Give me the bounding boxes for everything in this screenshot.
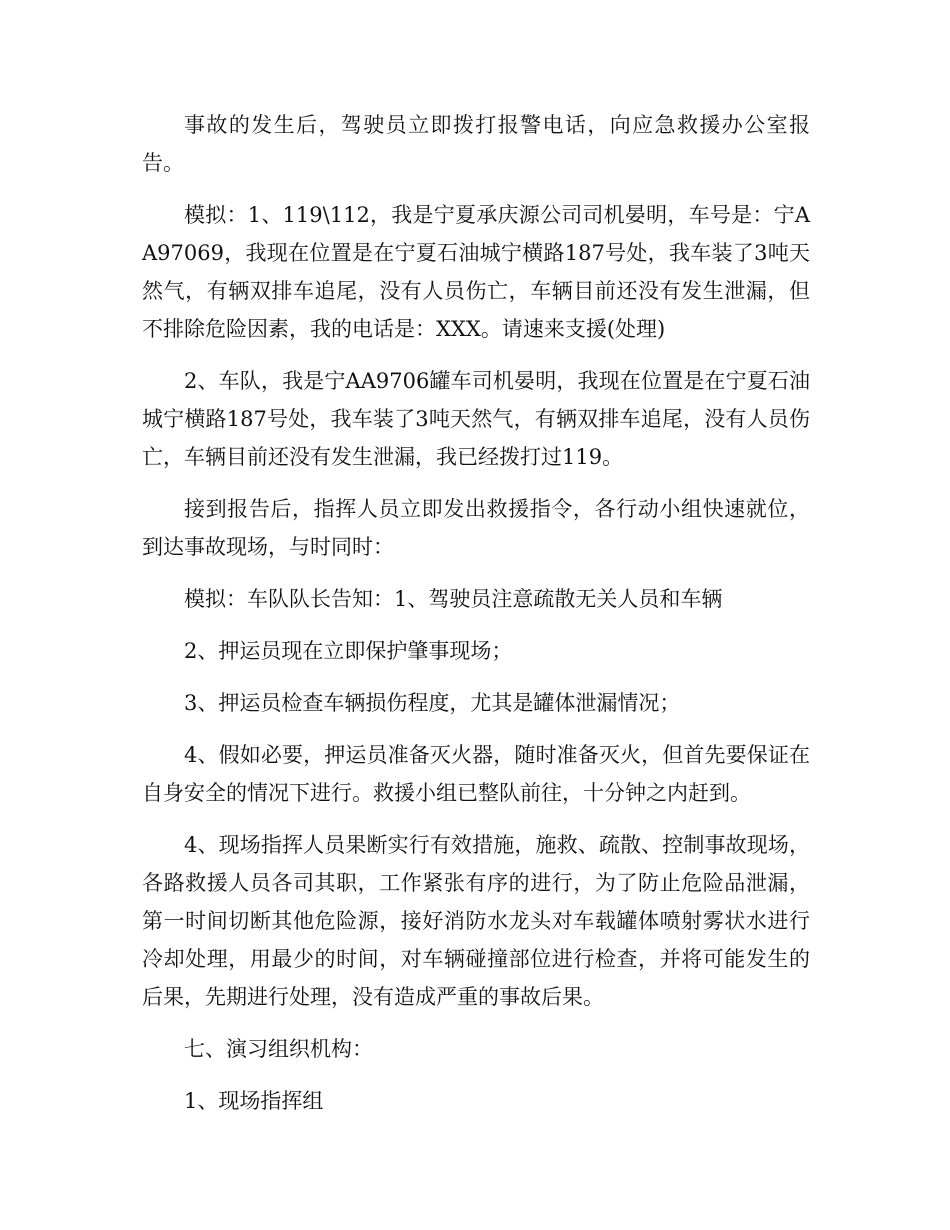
paragraph-6: 2、押运员现在立即保护肇事现场； — [184, 639, 513, 663]
paragraph-3: 2、车队，我是宁AA9706罐车司机晏明，我现在位置是在宁夏石油城宁横路187号处，我车装了3吨天然气，有辆双排车追尾，没有人员伤亡，车辆目前还没有发生泄漏，我已经拨打过119。 — [142, 369, 810, 469]
paragraph-7: 3、押运员检查车辆损伤程度，尤其是罐体泄漏情况； — [184, 691, 681, 715]
paragraph-8: 4、假如必要，押运员准备灭火器，随时准备灭火，但首先要保证在自身安全的情况下进行。救援小组已整队前往，十分钟之内赶到。 — [142, 743, 810, 805]
paragraph-2: 模拟：1、119\112，我是宁夏承庆源公司司机晏明，车号是：宁AA97069，我现在位置是在宁夏石油城宁横路187号处，我车装了3吨天然气，有辆双排车追尾，没有人员伤亡，车辆目前还没有发生泄漏，但不排除危险因素，我的电话是：XXX。请速来支援(处理) — [142, 203, 810, 341]
document-body — [142, 106, 810, 1134]
paragraph-1: 事故的发生后，驾驶员立即拨打报警电话，向应急救援办公室报告。 — [142, 113, 810, 175]
section-heading: 七、演习组织机构： — [184, 1037, 373, 1061]
paragraph-9: 4、现场指挥人员果断实行有效措施，施救、疏散、控制事故现场，各路救援人员各司其职，工作紧张有序的进行，为了防止危险品泄漏，第一时间切断其他危险源，接好消防水龙头对车载罐体喷射雾状水进行冷却处理，用最少的时间，对车辆碰撞部位进行检查，并将可能发生的后果，先期进行处理，没有造成严重的事故后果。 — [142, 833, 810, 1009]
subsection-heading: 1、现场指挥组 — [184, 1089, 324, 1113]
paragraph-5: 模拟：车队队长告知：1、驾驶员注意疏散无关人员和车辆 — [184, 587, 723, 611]
paragraph-4: 接到报告后，指挥人员立即发出救援指令，各行动小组快速就位，到达事故现场，与时同时： — [142, 497, 810, 559]
